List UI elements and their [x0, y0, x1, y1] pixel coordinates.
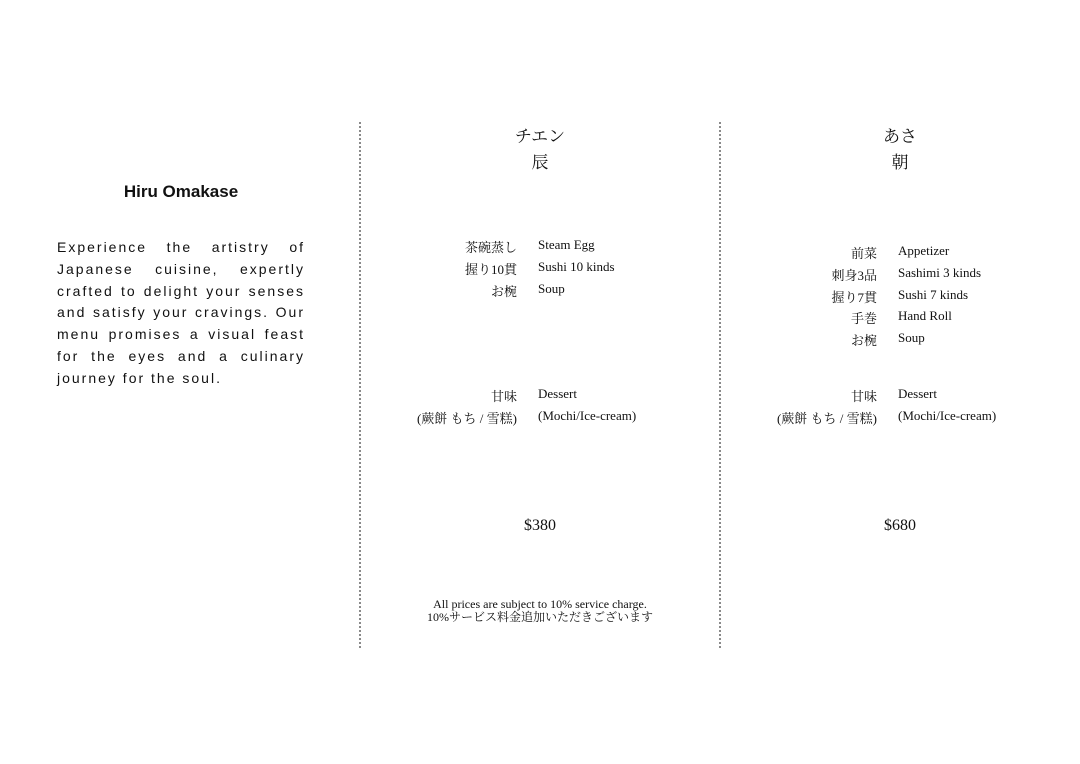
- item-jp: お椀: [490, 284, 517, 299]
- dessert-detail-en: (Mochi/Ice-cream): [538, 408, 637, 423]
- dessert-en: Dessert: [538, 386, 577, 401]
- item-jp: 握り10貫: [464, 262, 517, 277]
- course-title-kanji: 朝: [891, 153, 909, 172]
- course-item: [360, 237, 720, 259]
- item-jp: 握り7貫: [831, 290, 877, 305]
- course-price: $380: [524, 517, 556, 534]
- course-item: [360, 281, 720, 303]
- course-title-kanji: 辰: [531, 153, 549, 172]
- dessert-detail-jp: (蕨餅 もち / 雪糕): [416, 411, 517, 426]
- item-jp: 前菜: [850, 246, 877, 261]
- item-en: Sushi 10 kinds: [538, 259, 615, 274]
- service-charge-note: [360, 598, 720, 624]
- item-jp: 茶碗蒸し: [464, 240, 517, 255]
- dessert-jp: 甘味: [850, 389, 877, 404]
- course-item: [360, 259, 720, 281]
- dessert-detail: [360, 408, 720, 430]
- service-charge-note-en: All prices are subject to 10% service charge.: [433, 597, 647, 611]
- course-title-kana: チエン: [514, 127, 566, 146]
- item-en: Soup: [898, 330, 925, 345]
- menu-description: Experience the artistry of Japanese cuisine, expertly crafted to delight your senses and satisfy your cravings. Our menu promises a visual feast for the eyes and a culinary journey for the soul.: [57, 239, 305, 386]
- course-item: [720, 287, 1080, 309]
- item-jp: 刺身3品: [831, 268, 877, 283]
- item-en: Soup: [538, 281, 565, 296]
- course-item: [720, 308, 1080, 330]
- item-jp: お椀: [850, 333, 877, 348]
- item-jp: 手巻: [850, 311, 877, 326]
- course-item: [720, 265, 1080, 287]
- dessert-jp: 甘味: [490, 389, 517, 404]
- dessert-item: [720, 386, 1080, 408]
- item-en: Sashimi 3 kinds: [898, 265, 982, 280]
- item-en: Steam Egg: [538, 237, 595, 252]
- dessert-detail-jp: (蕨餅 もち / 雪糕): [776, 411, 877, 426]
- item-en: Hand Roll: [898, 308, 952, 323]
- dessert-item: [360, 386, 720, 408]
- item-en: Appetizer: [898, 243, 950, 258]
- course-title-kana: あさ: [883, 127, 917, 146]
- item-en: Sushi 7 kinds: [898, 287, 969, 302]
- dessert-detail-en: (Mochi/Ice-cream): [898, 408, 997, 423]
- service-charge-note-jp: 10%サービス料金追加いただきございます: [427, 610, 653, 624]
- menu-course-chien: [360, 0, 720, 764]
- dessert-en: Dessert: [898, 386, 937, 401]
- course-price: $680: [884, 517, 916, 534]
- course-item: [720, 330, 1080, 352]
- menu-title: Hiru Omakase: [123, 182, 239, 201]
- dessert-detail: [720, 408, 1080, 430]
- course-item: [720, 243, 1080, 265]
- menu-course-asa: [720, 0, 1080, 764]
